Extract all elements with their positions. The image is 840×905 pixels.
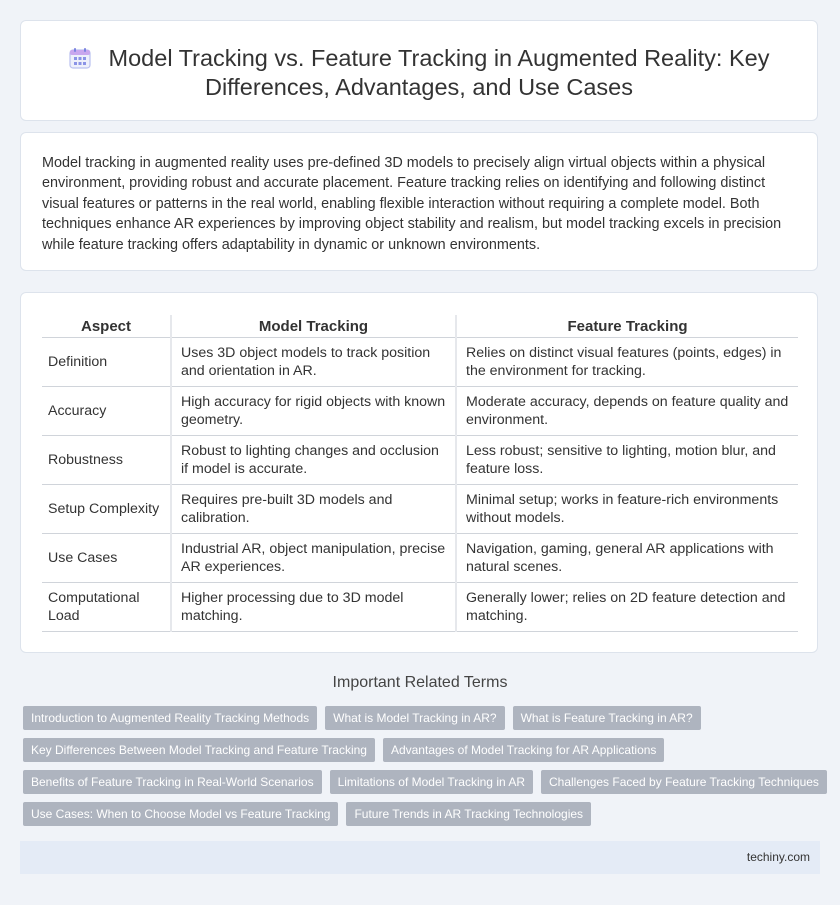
related-term-tag[interactable]: Key Differences Between Model Tracking and Feature Tracking (23, 738, 375, 762)
table-header-row (42, 315, 798, 338)
cell-feature: Generally lower; relies on 2D feature detection and matching. (456, 583, 798, 632)
page-title (21, 44, 817, 102)
table-row (42, 338, 798, 387)
tag-row (23, 738, 823, 762)
cell-model: High accuracy for rigid objects with known geometry. (171, 387, 456, 436)
comparison-table (42, 315, 798, 632)
related-term-tag[interactable]: Challenges Faced by Feature Tracking Techniques (541, 770, 827, 794)
related-term-tag[interactable]: Use Cases: When to Choose Model vs Feature Tracking (23, 802, 338, 826)
title-card (20, 20, 818, 121)
related-term-tag[interactable]: Introduction to Augmented Reality Tracking Methods (23, 706, 317, 730)
comparison-card (20, 292, 818, 653)
footer (20, 841, 820, 874)
table-row (42, 387, 798, 436)
cell-feature: Less robust; sensitive to lighting, motion blur, and feature loss. (456, 436, 798, 485)
tag-row (23, 770, 823, 794)
title-line-1: Model Tracking vs. Feature Tracking in Augmented Reality: Key (108, 45, 770, 71)
cell-model: Uses 3D object models to track position and orientation in AR. (171, 338, 456, 387)
tag-row (23, 802, 823, 826)
intro-paragraph: Model tracking in augmented reality uses pre-defined 3D models to precisely align virtual objects within a physical environment, providing robust and accurate placement. Feature tracking relies on identifying and following distinct visual features or patterns in the real world, enabling flexible interaction without requiring a complete model. Both techniques enhance AR experiences by improving object stability and realism, but model tracking excels in precision while feature tracking offers adaptability in dynamic or unknown environments. (42, 155, 782, 253)
table-row (42, 583, 798, 632)
cell-aspect: Robustness (42, 436, 171, 485)
related-term-tag[interactable]: What is Model Tracking in AR? (325, 706, 504, 730)
table-row (42, 485, 798, 534)
calendar-icon (69, 47, 91, 69)
footer-site-link[interactable]: techiny.com (746, 850, 810, 864)
cell-feature: Minimal setup; works in feature-rich environments without models. (456, 485, 798, 534)
header-feature-tracking: Feature Tracking (456, 315, 798, 338)
cell-feature: Navigation, gaming, general AR applications with natural scenes. (456, 534, 798, 583)
related-terms-heading: Important Related Terms (332, 674, 508, 691)
intro-card (20, 132, 818, 271)
table-row (42, 436, 798, 485)
header-aspect: Aspect (42, 315, 171, 338)
cell-aspect: Setup Complexity (42, 485, 171, 534)
cell-aspect: Accuracy (42, 387, 171, 436)
cell-aspect: Computational Load (42, 583, 171, 632)
related-term-tag[interactable]: What is Feature Tracking in AR? (513, 706, 701, 730)
cell-aspect: Definition (42, 338, 171, 387)
cell-model: Higher processing due to 3D model matching. (171, 583, 456, 632)
cell-model: Robust to lighting changes and occlusion if model is accurate. (171, 436, 456, 485)
table-row (42, 534, 798, 583)
related-term-tag[interactable]: Advantages of Model Tracking for AR Applications (383, 738, 664, 762)
cell-aspect: Use Cases (42, 534, 171, 583)
related-term-tag[interactable]: Limitations of Model Tracking in AR (330, 770, 533, 794)
related-term-tag[interactable]: Future Trends in AR Tracking Technologies (346, 802, 591, 826)
cell-model: Requires pre-built 3D models and calibration. (171, 485, 456, 534)
cell-feature: Relies on distinct visual features (points, edges) in the environment for tracking. (456, 338, 798, 387)
title-line-2: Differences, Advantages, and Use Cases (204, 74, 634, 100)
related-terms-list (23, 706, 823, 834)
tag-row (23, 706, 823, 730)
cell-feature: Moderate accuracy, depends on feature quality and environment. (456, 387, 798, 436)
header-model-tracking: Model Tracking (171, 315, 456, 338)
cell-model: Industrial AR, object manipulation, precise AR experiences. (171, 534, 456, 583)
related-term-tag[interactable]: Benefits of Feature Tracking in Real-World Scenarios (23, 770, 322, 794)
